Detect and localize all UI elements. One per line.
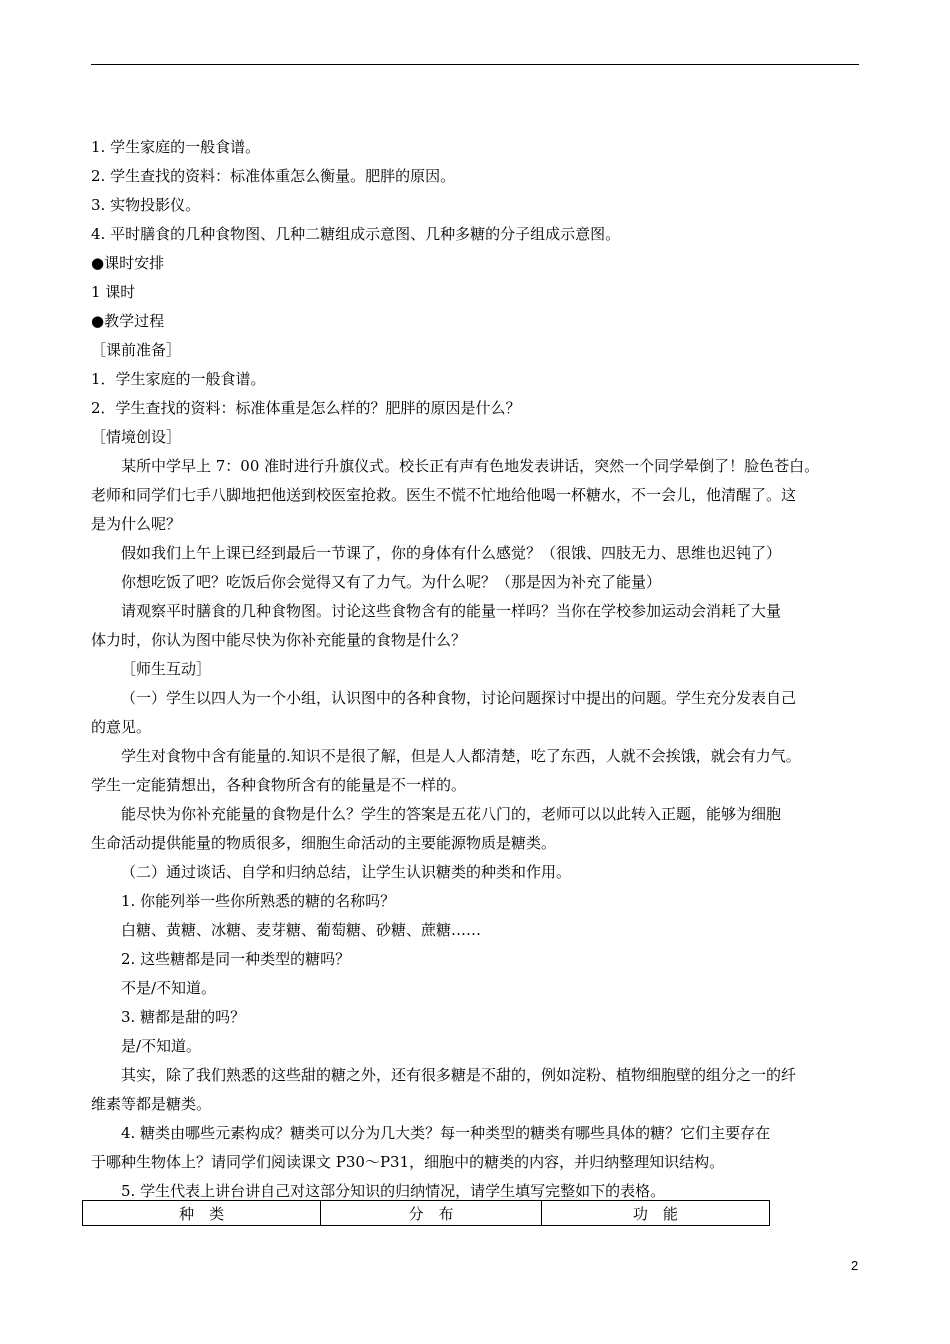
paragraph-line: 1 课时: [91, 283, 136, 301]
paragraph-line: 2. 这些糖都是同一种类型的糖吗？: [121, 950, 351, 968]
paragraph-line: 其实，除了我们熟悉的这些甜的糖之外，还有很多糖是不甜的，例如淀粉、植物细胞壁的组分之一的纤: [121, 1066, 797, 1084]
paragraph-line: 是/不知道。: [121, 1037, 202, 1055]
paragraph-line: 5. 学生代表上讲台讲自己对这部分知识的归纳情况，请学生填写完整如下的表格。: [121, 1182, 666, 1200]
summary-table: [82, 1200, 770, 1226]
paragraph-line: ●课时安排: [91, 254, 165, 272]
paragraph-line: 学生对食物中含有能量的.知识不是很了解，但是人人都清楚，吃了东西，人就不会挨饿，就会有力气。: [121, 747, 801, 765]
paragraph-line: 你想吃饭了吧？吃饭后你会觉得又有了力气。为什么呢？（那是因为补充了能量）: [121, 573, 662, 591]
paragraph-line: 假如我们上午上课已经到最后一节课了，你的身体有什么感觉？（很饿、四肢无力、思维也迟钝了）: [121, 544, 782, 562]
paragraph-line: 是为什么呢？: [91, 515, 182, 533]
paragraph-line: 白糖、黄糖、冰糖、麦芽糖、葡萄糖、砂糖、蔗糖……: [121, 921, 482, 939]
page-number: 2: [851, 1258, 859, 1273]
paragraph-line: 1．学生家庭的一般食谱。: [91, 370, 266, 388]
table-header-cell: 功 能: [541, 1201, 769, 1226]
paragraph-line: 生命活动提供能量的物质很多，细胞生命活动的主要能源物质是糖类。: [91, 834, 557, 852]
paragraph-line: 1. 学生家庭的一般食谱。: [91, 138, 261, 156]
paragraph-line: ［课前准备］: [91, 341, 182, 359]
paragraph-line: 1. 你能列举一些你所熟悉的糖的名称吗？: [121, 892, 396, 910]
paragraph-line: 某所中学早上 7：00 准时进行升旗仪式。校长正有声有色地发表讲话，突然一个同学晕倒了！脸色苍白。: [121, 457, 820, 475]
paragraph-line: 能尽快为你补充能量的食物是什么？学生的答案是五花八门的，老师可以以此转入正题，能够为细胞: [121, 805, 782, 823]
table-header-row: [83, 1201, 770, 1226]
document-body: [91, 133, 859, 1206]
paragraph-line: 不是/不知道。: [121, 979, 217, 997]
paragraph-line: ［情境创设］: [91, 428, 182, 446]
paragraph-line: 维素等都是糖类。: [91, 1095, 212, 1113]
paragraph-line: ［师生互动］: [121, 660, 212, 678]
header-rule: [91, 64, 859, 65]
table-header-cell: 种 类: [83, 1201, 321, 1226]
paragraph-line: 的意见。: [91, 718, 152, 736]
paragraph-line: 2．学生查找的资料：标准体重是怎么样的？肥胖的原因是什么？: [91, 399, 521, 417]
paragraph-line: 4. 糖类由哪些元素构成？糖类可以分为几大类？每一种类型的糖类有哪些具体的糖？它们主要存在: [121, 1124, 771, 1142]
paragraph-line: 于哪种生物体上？请同学们阅读课文 P30～P31，细胞中的糖类的内容，并归纳整理知识结构。: [91, 1153, 725, 1171]
paragraph-line: （一）学生以四人为一个小组，认识图中的各种食物，讨论问题探讨中提出的问题。学生充分发表自己: [121, 689, 797, 707]
paragraph-line: 2. 学生查找的资料：标准体重怎么衡量。肥胖的原因。: [91, 167, 456, 185]
paragraph-line: 4. 平时膳食的几种食物图、几种二糖组成示意图、几种多糖的分子组成示意图。: [91, 225, 621, 243]
paragraph-line: 老师和同学们七手八脚地把他送到校医室抢救。医生不慌不忙地给他喝一杯糖水，不一会儿，他清醒了。这: [91, 486, 797, 504]
paragraph-line: 3. 实物投影仪。: [91, 196, 201, 214]
paragraph-line: 请观察平时膳食的几种食物图。讨论这些食物含有的能量一样吗？当你在学校参加运动会消耗了大量: [121, 602, 782, 620]
table-header-cell: 分 布: [321, 1201, 541, 1226]
paragraph-line: （二）通过谈话、自学和归纳总结，让学生认识糖类的种类和作用。: [121, 863, 572, 881]
paragraph-line: 3. 糖都是甜的吗？: [121, 1008, 246, 1026]
paragraph-line: ●教学过程: [91, 312, 165, 330]
paragraph-line: 学生一定能猜想出，各种食物所含有的能量是不一样的。: [91, 776, 467, 794]
paragraph-line: 体力时，你认为图中能尽快为你补充能量的食物是什么？: [91, 631, 467, 649]
